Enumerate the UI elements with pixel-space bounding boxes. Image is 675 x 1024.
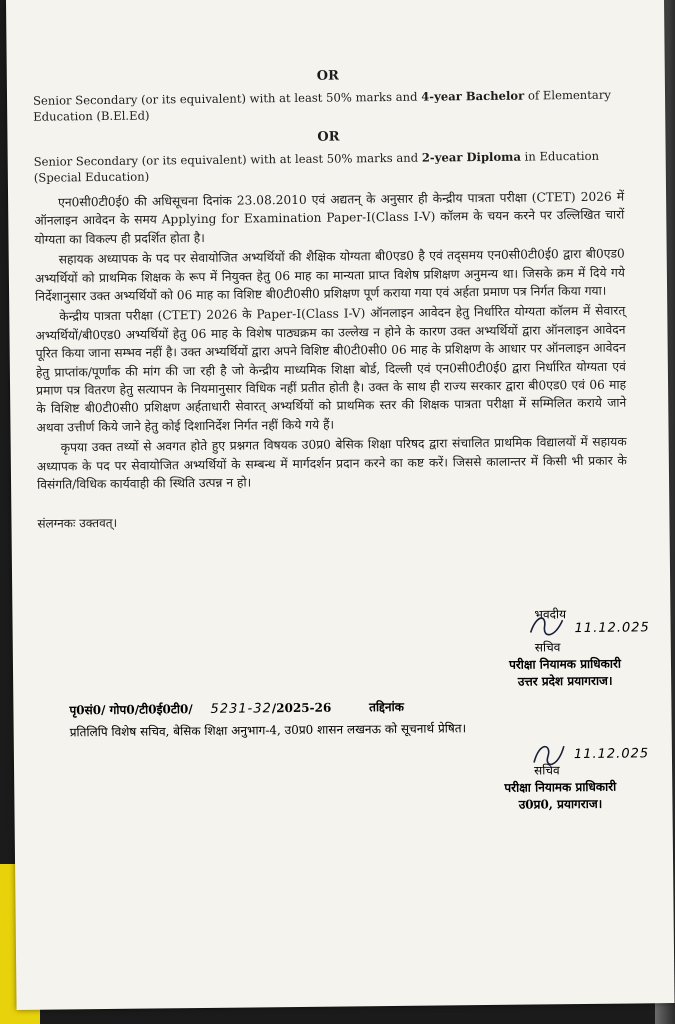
signatory-office-1: परीक्षा नियामक प्राधिकारी (508, 656, 622, 672)
signatory-role-1: सचिव (534, 640, 561, 655)
or-separator-1: OR (316, 68, 339, 84)
paragraph-assistant-teacher: सहायक अध्यापक के पद पर सेवायोजित अभ्यर्थियों की शैक्षिक योग्यता बी0एड0 है एवं तद्समय एन0सी0टी0ई0 द्वारा बी0एड0 अभ्यर्थियों को प्राथमिक शिक्षक के रूप में नियुक्त हेतु 06 माह का मान्यता प्राप्त विशेष प्रशिक्षण अनुमन्य था। जिसके क्रम में दिये गये निर्देशानुसार उक्त अभ्यर्थियों को 06 माह का विशिष्ट बी0टी0सी0 प्रशिक्षण पूर्ण कराया गया एवं अर्हता प्रमाण पत्र निर्गत किया गया। (34, 246, 625, 304)
paragraph-request: कृपया उक्त तथ्यों से अवगत होते हुए प्रश्नगत विषयक उ0प्र0 बेसिक शिक्षा परिषद द्वारा संचालित प्राथमिक विद्यालयों में सहायक अध्यापक के पद पर सेवायोजित अभ्यर्थियों के सम्बन्ध में मार्गदर्शन प्रदान करने का कष्ट करें। जिससे कालान्तर में किसी भी प्रकार के विसंगति/विधिक कार्यवाही की स्थिति उत्पन्न न हो। (36, 434, 627, 492)
reference-line: पृ0सं0/ गोप0/टी0ई0टी0/ 5231-32/2025-26 तद्दिनांक (69, 699, 404, 718)
signatory-office-2: परीक्षा नियामक प्राधिकारी (504, 779, 617, 795)
signature-date-1: 11.12.025 (574, 620, 650, 637)
letter-page (6, 0, 675, 1010)
reference-number-handwritten: 5231-32 (210, 701, 272, 717)
letter-body (33, 66, 628, 532)
salutation: भवदीय (534, 607, 567, 622)
date-label: तद्दिनांक (369, 699, 404, 715)
qualification-beled: Senior Secondary (or its equivalent) with at least 50% marks and 4-year Bachelor of Elementary Education (B.El.Ed) (32, 87, 611, 124)
or-separator-2: OR (317, 129, 340, 145)
signatory-place-1: उत्तर प्रदेश प्रयागराज। (517, 673, 613, 689)
signatory-place-2: उ0प्र0, प्रयागराज। (518, 796, 603, 812)
signature-scribble-2 (528, 740, 568, 770)
signature-scribble-1 (526, 612, 566, 640)
attachment-note: संलग्नकः उक्तवत्। (37, 515, 118, 531)
signature-date-2: 11.12.025 (573, 746, 650, 763)
qualification-special-ed: Senior Secondary (or its equivalent) with at least 50% marks and 2-year Diploma in Education (Special Education) (33, 148, 600, 185)
copy-to-line: प्रतिलिपि विशेष सचिव, बेसिक शिक्षा अनुभाग-4, उ0प्र0 शासन लखनऊ को सूचनार्थ प्रेषित। (69, 721, 467, 740)
signature-block-1 (474, 605, 655, 691)
signatory-role-2: सचिव (534, 763, 560, 778)
paragraph-ctet-application: केन्द्रीय पात्रता परीक्षा (CTET) 2026 के Paper-I(Class I-V) ऑनलाइन आवेदन हेतु निर्धारित योग्यता कॉलम में सेवारत् अभ्यर्थियों/बी0एड0 अभ्यर्थियों हेतु 06 माह के विशेष पाठ्यक्रम का उल्लेख न होने के कारण उक्त अभ्यर्थियों द्वारा ऑनलाइन आवेदन पूरित किया जाना सम्भव नहीं है। उक्त अभ्यर्थियों द्वारा अपने विशिष्ट बी0टी0सी0 06 माह के प्रशिक्षण के आधार पर ऑनलाइन आवेदन हेतु प्राप्तांक/पूर्णांक की मांग की जा रही है जो केन्द्रीय माध्यमिक शिक्षा बोर्ड, दिल्ली एवं एन0सी0टी0ई0 द्वारा निर्धारित योग्यता एवं प्रमाण पत्र वितरण हेतु सत्यापन के नियमानुसार विधिक नहीं प्रतीत होती है। उक्त के साथ ही राज्य सरकार द्वारा बी0एड0 एवं 06 माह के विशिष्ट बी0टी0सी0 प्रशिक्षण अर्हताधारी सेवारत् अभ्यर्थियों को प्राथमिक स्तर की शिक्षक पात्रता परीक्षा में सम्मिलित कराये जाने अथवा उत्तीर्ण किये जाने हेतु कोई दिशानिर्देश निर्गत नहीं किये गये हैं। (35, 303, 627, 435)
signature-block-2 (470, 741, 651, 814)
paragraph-ncte-notification: एन0सी0टी0ई0 की अधिसूचना दिनांक 23.08.2010 एवं अद्यतन् के अनुसार ही केन्द्रीय पात्रता परीक्षा (CTET) 2026 में ऑनलाइन आवेदन के समय Applying for Examination Paper-I(Class I-V) कॉलम के चयन करने पर उल्लिखित चारों योग्यता का विकल्प ही प्रदर्शित होता है। (34, 189, 625, 247)
